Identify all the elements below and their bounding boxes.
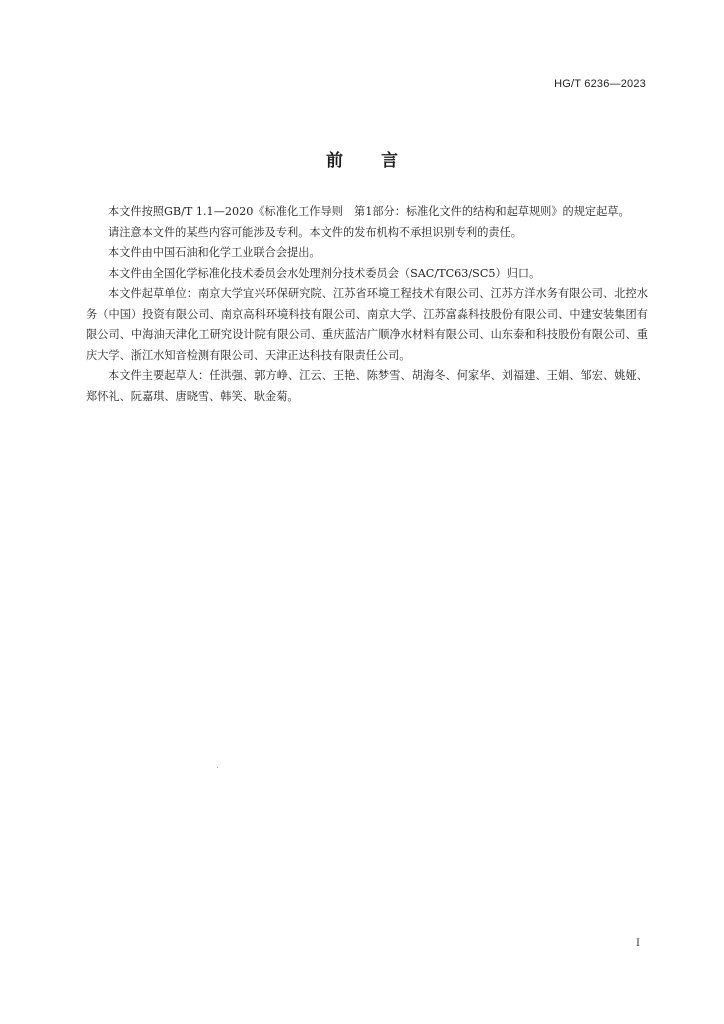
paragraph-technical-committee: 本文件由全国化学标准化技术委员会水处理剂分技术委员会（SAC/TC63/SC5）归口。 [108,266,541,280]
foreword-body [86,202,648,407]
paragraph-patent-notice: 请注意本文件的某些内容可能涉及专利。本文件的发布机构不承担识别专利的责任。 [108,225,522,239]
standard-code: HG/T 6236—2023 [554,78,646,90]
page-number: I [636,938,640,949]
paragraph-proposer: 本文件由中国石油和化学工业联合会提出。 [108,246,321,259]
paragraph-main-drafters: 本文件主要起草人：任洪强、郭方峥、江云、王艳、陈梦雪、胡海冬、何家华、刘福建、王娟、邹宏、姚娅、郑怀礼、阮嘉琪、唐晓雪、韩笑、耿金菊。 [86,369,648,403]
page-title: 前言 [326,151,436,171]
paragraph-drafting-units: 本文件起草单位：南京大学宜兴环保研究院、江苏省环境工程技术有限公司、江苏方洋水务有限公司、北控水务（中国）投资有限公司、南京高科环境科技有限公司、南京大学、江苏富淼科技股份有限公司、中建安装集团有限公司、中海油天津化工研究设计院有限公司、重庆蓝洁广顺净水材料有限公司、山东泰和科技股份有限公司、重庆大学、浙江水知音检测有限公司、天津正达科技有限责任公司。 [86,287,648,362]
scan-speck [217,767,218,768]
paragraph-drafting-rules: 本文件按照GB/T 1.1—2020《标准化工作导则 第1部分：标准化文件的结构和起草规则》的规定起草。 [108,205,630,218]
